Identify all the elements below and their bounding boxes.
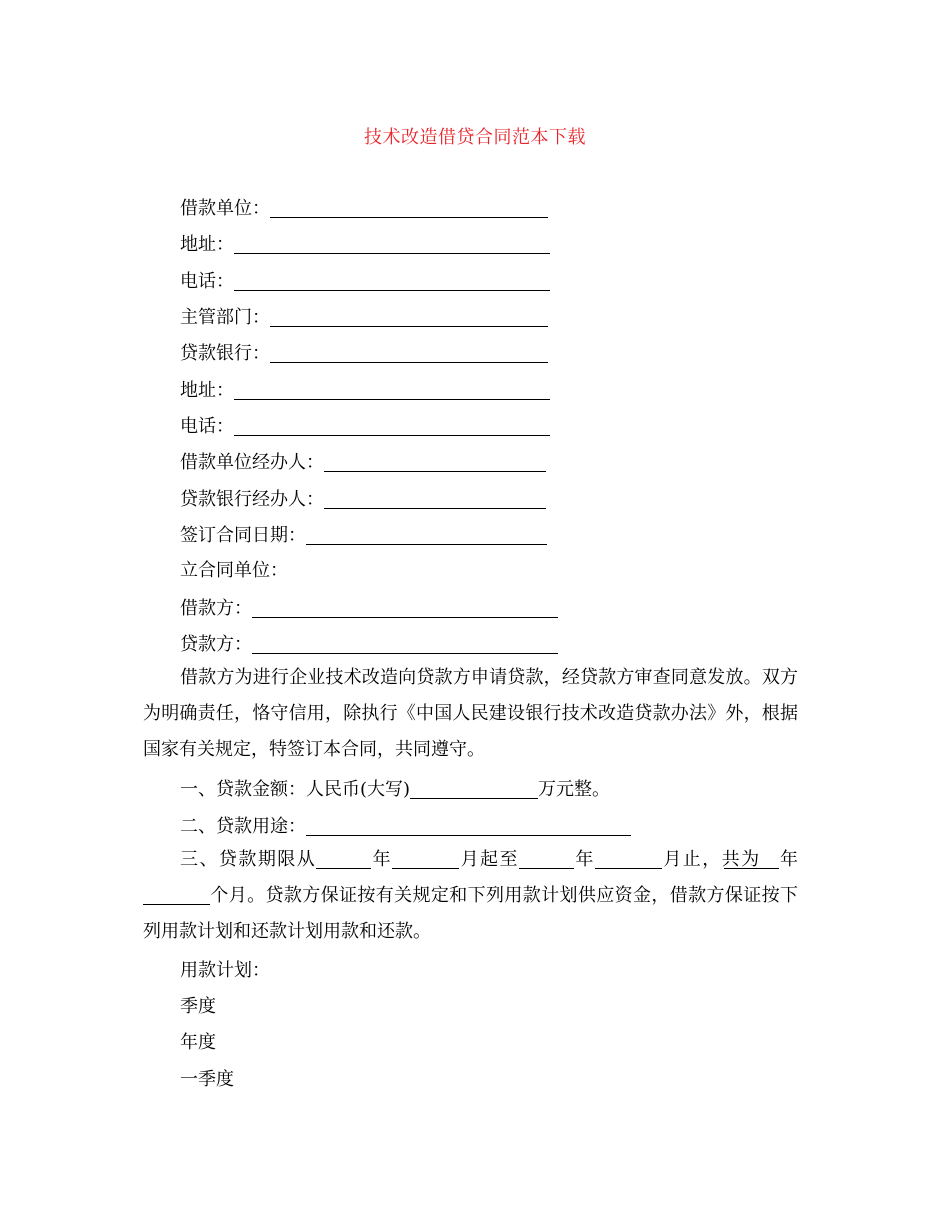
field-label: 签订合同日期：: [180, 525, 306, 546]
field-label: 主管部门：: [180, 307, 270, 328]
page-title: 技术改造借贷合同范本下载: [364, 127, 586, 148]
field-lender: [180, 631, 558, 658]
field-label: 借款单位经办人：: [180, 452, 324, 473]
fill-blank: [270, 199, 548, 218]
fill-blank: [270, 308, 548, 327]
fill-blank: [324, 490, 546, 509]
fill-blank: [143, 886, 210, 905]
fill-blank: [234, 417, 550, 436]
fill-blank: [595, 850, 662, 869]
clause-term-paragraph: [143, 842, 798, 951]
plan-heading: 用款计划：: [180, 960, 270, 981]
field-label: 贷款银行：: [180, 343, 270, 364]
clause-amount: [180, 776, 610, 803]
term-months: 个月。贷款方保证按有关规定和下列用款计划供应资金，借款方保证按下列用款计划和还款计划用款和还款。: [143, 885, 798, 943]
clause-suffix: 万元整。: [538, 779, 611, 800]
field-label: 电话：: [180, 271, 234, 292]
plan-row-q1: 一季度: [180, 1069, 234, 1090]
fill-blank: [234, 272, 550, 291]
field-phone-2: [180, 413, 550, 440]
fill-blank: [519, 850, 574, 869]
field-address-2: [180, 377, 550, 404]
fill-blank: [270, 344, 548, 363]
plan-row-year: 年度: [180, 1032, 216, 1053]
clause-purpose: [180, 813, 631, 840]
field-label: 贷款银行经办人：: [180, 489, 324, 510]
field-label: 立合同单位：: [180, 560, 288, 581]
field-supervisor: [180, 304, 548, 331]
term-month-from: 月起至: [459, 849, 519, 870]
term-year: 年: [778, 849, 799, 870]
fill-blank: [724, 850, 779, 869]
fill-blank: [306, 526, 547, 545]
fill-blank: [316, 850, 371, 869]
fill-blank: [410, 780, 538, 799]
plan-row-quarter: 季度: [180, 996, 216, 1017]
field-borrower-agent: [180, 449, 546, 476]
term-month-to: 月止，共为: [661, 849, 761, 870]
term-year: 年: [371, 849, 393, 870]
field-label: 电话：: [180, 416, 234, 437]
field-address-1: [180, 231, 550, 258]
fill-blank: [392, 850, 459, 869]
clause-label: 二、贷款用途：: [180, 816, 306, 837]
field-sign-date: [180, 522, 547, 549]
fill-blank: [252, 599, 558, 618]
field-bank-agent: [180, 486, 546, 513]
field-borrower-unit: [180, 195, 548, 222]
field-phone-1: [180, 268, 550, 295]
clause-label: 一、贷款金额：人民币(大写): [180, 779, 411, 800]
term-label: 三、贷款期限从: [180, 849, 317, 870]
fill-blank: [306, 817, 631, 836]
fill-blank: [252, 635, 558, 654]
field-label: 借款单位：: [180, 198, 270, 219]
intro-paragraph: 借款方为进行企业技术改造向贷款方申请贷款，经贷款方审查同意发放。双方为明确责任，恪守信用，除执行《中国人民建设银行技术改造贷款办法》外，根据国家有关规定，特签订本合同，共同遵守。: [143, 667, 798, 761]
fill-blank: [234, 235, 550, 254]
field-borrower: [180, 595, 558, 622]
field-lender-bank: [180, 340, 548, 367]
field-parties: [180, 558, 288, 584]
field-label: 贷款方：: [180, 634, 252, 655]
field-label: 地址：: [180, 234, 234, 255]
term-year: 年: [573, 849, 595, 870]
fill-blank: [234, 381, 550, 400]
field-label: 借款方：: [180, 598, 252, 619]
fill-blank: [324, 453, 546, 472]
field-label: 地址：: [180, 380, 234, 401]
